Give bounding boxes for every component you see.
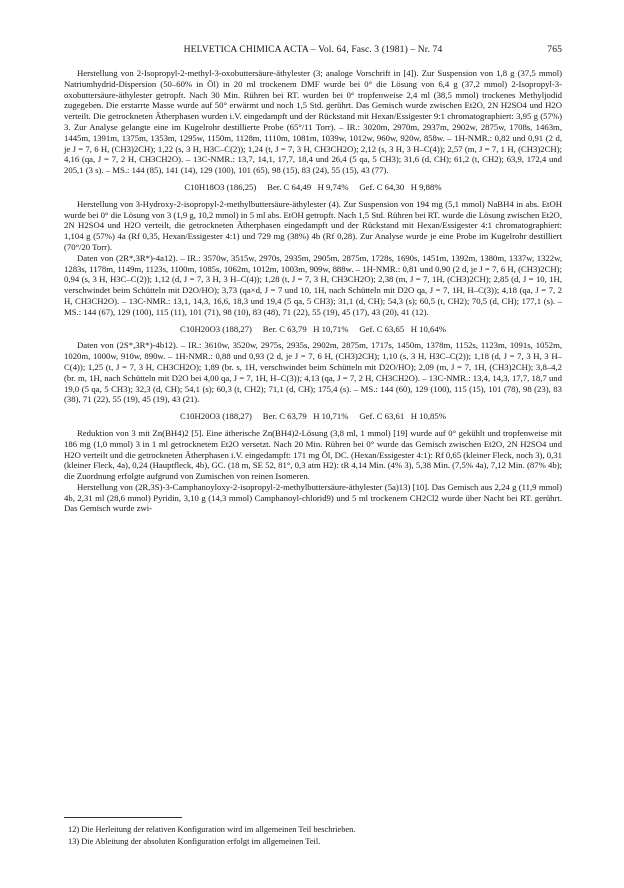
footnotes <box>64 824 562 847</box>
paragraph-reduction-zn: Reduktion von 3 mit Zn(BH4)2 [5]. Eine ätherische Zn(BH4)2-Lösung (3,8 ml, 1 mmol) [19] wurde auf 0° gekühlt und tropfenweise mit 186 mg (1,0 mmol) 3 in 1 ml getrocknetem Et2O versetzt. Nach 20 Min. Rühren bei 0° wurde das Gemisch zwischen Et2O, 2N H2SO4 und H2O verteilt und die getrockneten Ätherphasen i.V. eingedampft: 171 mg Öl, DC. (Hexan/Essigester 4:1): Rf 0,65 (kleiner Fleck, noch 3), 0,31 (kleiner Fleck, 4a), 0,24 (Hauptfleck, 4b), GC. (18 m, SE 52, 81°, 0,3 atm H2): tR 4,14 Min. (4% 3), 5,38 Min. (7,5% 4a), 7,12 Min. (87% 4b); die Zuordnung erfolgte aufgrund von Zumischen von reinen Isomeren. <box>64 427 562 482</box>
elemental-analysis-4a: C10H20O3 (188,27) Ber. C 63,79 H 10,71% Gef. C 63,65 H 10,64% <box>180 323 446 334</box>
elemental-analysis-3: C10H18O3 (186,25) Ber. C 64,49 H 9,74% Gef. C 64,30 H 9,88% <box>184 181 442 192</box>
journal-line: HELVETICA CHIMICA ACTA – Vol. 64, Fasc. 3 (1981) – Nr. 74 <box>183 44 443 55</box>
page-number: 765 <box>547 44 562 55</box>
footnote-12: 12) Die Herleitung der relativen Konfiguration wird im allgemeinen Teil beschrieben. <box>68 825 356 834</box>
elemental-analysis-4b: C10H20O3 (188,27) Ber. C 63,79 H 10,71% Gef. C 63,61 H 10,85% <box>180 411 446 422</box>
paragraph-preparation-5a: Herstellung von (2R,3S)-3-Camphanoyloxy-2-isopropyl-2-methylbuttersäure-äthylester (5a)13) [10]. Das Gemisch aus 2,24 g (11,9 mmol) 4b, 2,31 ml (28,6 mmol) Pyridin, 3,10 g (14,3 mmol) Camphanoyl-chlorid9) und 5 ml trockenem CH2Cl2 wurde über Nacht bei RT. gerührt. Das Gemisch wurde zwi- <box>64 481 562 514</box>
paragraph-preparation-4: Herstellung von 3-Hydroxy-2-isopropyl-2-methylbuttersäure-äthylester (4). Zur Suspension von 194 mg (5,1 mmol) NaBH4 in abs. EtOH wurde bei 0° die Lösung von 3 (1,9 g, 10,2 mmol) in 5 ml abs. EtOH getropft. Nach 1,5 Std. Rühren bei RT. wurde die Lösung zwischen Et2O, 2N H2SO4 und H2O verteilt, die getrockneten Ätherphasen eingedampft und der Rückstand mit Hexan/Essigester 4:1 chromatographiert: 1,104 g (57%) 4a (Rf 0,35, Hexan/Essigester 4:1) und 729 mg (38%) 4b (Rf 0,28). Zur Analyse wurde je eine Probe im Kugelrohr destilliert (70°/20 Torr). <box>64 198 562 252</box>
paragraph-data-4b: Daten von (2S*,3R*)-4b12). – IR.: 3610w, 3520w, 2975s, 2935s, 2902m, 2875m, 1717s, 1450m, 1378m, 1152s, 1123m, 1091s, 1052m, 1020m, 1000w, 910w, 890w. – 1H-NMR.: 0,88 und 0,93 (2 d, je J = 7, 6 H, (CH3)2CH); 1,10 (s, 3 H, H3C–C(2)); 1,18 (d, J = 7, 3 H, 3 H–C(4)); 1,25 (t, J = 7, 3 H, CH3CH2O); 1,89 (br. s, 1H, verschwindet beim Schütteln mit D2O/HO); 2,09 (m, J = 7, 1H, (CH3)2CH); 3,8–4,2 (br. m, 1H, nach Schütteln mit D2O bei 4,00 qa, J = 7, 1H, H–C(3)); 4,13 (qa, J = 7, 2 H, CH3CH2O). – 13C-NMR.: 13,4, 14,3, 17,7, 18,7 und 19,0 (5 qa, 5 CH3); 32,3 (d, CH); 54,1 (s); 60,3 (t, CH2); 71,1 (d, CH); 175,4 (s). – MS.: 144 (60), 129 (100), 115 (15), 101 (78), 98 (23), 83 (38), 71 (22), 55 (19), 45 (19), 43 (21). <box>64 340 562 405</box>
footnote-13: 13) Die Ableitung der absoluten Konfiguration erfolgt im allgemeinen Teil. <box>68 836 321 846</box>
footnote-rule <box>64 817 182 818</box>
paragraph-data-4a: Daten von (2R*,3R*)-4a12). – IR.: 3570w, 3515w, 2970s, 2935m, 2905m, 2875m, 1728s, 1690s, 1451m, 1392m, 1380m, 1337w, 1322w, 1283s, 1178m, 1149m, 1123s, 1100m, 1085s, 1062m, 1012m, 1003m, 909w, 888w. – 1H-NMR.: 0,81 und 0,90 (2 d, je J = 7, 6 H, (CH3)2CH); 0,94 (s, 3 H, H3C–C(2)); 1,12 (d, J = 7, 3 H, 3 H–C(4)); 1,28 (t, J = 7, 3 H, CH3CH2O); 2,38 (m, J = 7, 1H, (CH3)2CH); 2,85 (d, J = 10, 1H, verschwindet beim Schütteln mit D2O/HO); 3,73 (qa×d, J = 7 und 10, 1H, nach Schütteln mit D2O qa, J = 7, 1H, H–C(3)); 4,18 (qa, J = 7, 2 H, CH3CH2O). – 13C-NMR.: 13,1, 14,3, 16,6, 18,3 und 19,4 (5 qa, 5 CH3); 31,1 (d, CH); 54,3 (s); 60,5 (t, CH2); 70,5 (d, CH); 177,1 (s). – MS.: 144 (67), 129 (100), 115 (11), 101 (71), 98 (10), 83 (48), 71 (22), 55 (19), 45 (17), 43 (20), 41 (12). <box>64 252 562 317</box>
paragraph-preparation-3: Herstellung von 2-Isopropyl-2-methyl-3-oxobuttersäure-äthylester (3; analoge Vorschrift in [4]). Zur Suspension von 1,8 g (37,5 mmol) Natriumhydrid-Dispersion (50–60% in Öl) in 20 ml trockenem DMF wurde bei 0° die Lösung von 6,4 g (37,2 mmol) 2-Isopropyl-3-oxobuttersäure-äthylester getropft. Nach 30 Min. Rühren bei RT. wurden bei 0° tropfenweise 2,4 ml (38,5 mmol) trockenes Methyljodid zugegeben. Die erstarrte Masse wurde auf 50° erwärmt und noch 1,5 Std. gerührt. Das Gemisch wurde zwischen Et2O, 2N H2SO4 und H2O verteilt. Die getrockneten Ätherphasen wurden i.V. eingedampft und der Rückstand mit Hexan/Essigester 9:1 chromatographiert: 3,95 g (57%) 3. Zur Analyse gelangte eine im Kugelrohr destillierte Probe (65°/11 Torr). – IR.: 3020m, 2970m, 2937m, 2902w, 2875w, 1708s, 1463m, 1445m, 1391m, 1375m, 1353m, 1295w, 1150m, 1128m, 1110m, 1081m, 1039w, 1012w, 960w, 920w, 858w. – 1H-NMR.: 0,82 und 0,91 (2 d, je J = 7, 6 H, (CH3)2CH); 1,22 (s, 3 H, H3C–C(2)); 1,24 (t, J = 7, 3 H, CH3CH2O); 2,12 (s, 3 H, 3 H–C(4)); 2,57 (m, J = 7, 1 H, (CH3)2CH); 4,16 (qa, J = 7, 2 H, CH3CH2O). – 13C-NMR.: 13,7, 14,1, 17,7, 18,4 und 26,4 (5 qa, 5 CH3); 31,6 (d, CH); 61,2 (t, CH2); 63,9, 172,4 und 205,1 (3 s). – MS.: 144 (85), 141 (14), 129 (100), 101 (65), 98 (15), 83 (24), 55 (15), 43 (77). <box>64 68 562 176</box>
article-body <box>64 68 562 514</box>
running-header <box>64 44 562 58</box>
